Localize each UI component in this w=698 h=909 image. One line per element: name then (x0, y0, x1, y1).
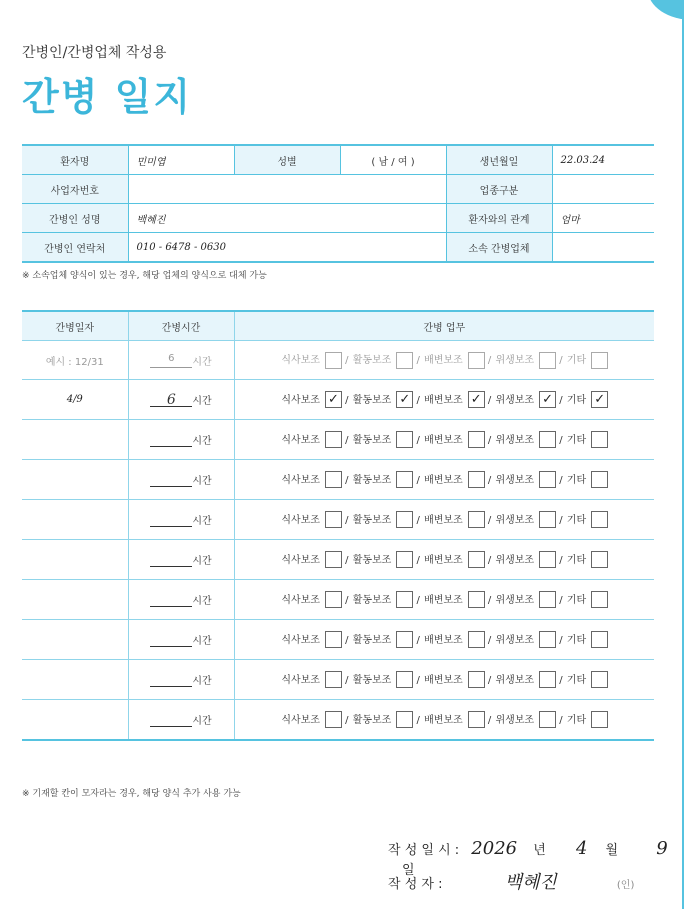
log-date-cell[interactable] (22, 500, 128, 540)
task-checkbox[interactable] (396, 631, 413, 648)
task-separator: / (341, 594, 352, 606)
task-separator: / (484, 594, 495, 606)
task-separator: / (556, 394, 566, 406)
task-separator: / (556, 554, 566, 566)
task-checkbox[interactable] (396, 671, 413, 688)
log-row (22, 500, 654, 540)
task-label: 위생보조 (495, 434, 535, 446)
info-note: ※ 소속업체 양식이 있는 경우, 해당 업체의 양식으로 대체 가능 (22, 271, 267, 281)
task-label: 기타 (566, 434, 587, 446)
task-separator: / (413, 434, 424, 446)
task-label: 식사보조 (281, 594, 320, 606)
task-checkbox[interactable] (591, 551, 608, 568)
task-checkbox[interactable]: ✓ (468, 391, 485, 408)
task-label: 기타 (566, 634, 587, 646)
example-row (22, 341, 654, 380)
task-label: 활동보조 (352, 554, 392, 566)
log-tasks-cell (234, 700, 654, 741)
task-label: 배변보조 (424, 714, 463, 726)
hours-value (150, 592, 192, 607)
hours-unit: 시간 (192, 436, 212, 447)
task-checkbox[interactable] (396, 711, 413, 728)
log-row (22, 620, 654, 660)
writer-line (388, 868, 634, 894)
task-checkbox[interactable] (396, 431, 413, 448)
task-label: 식사보조 (281, 474, 320, 486)
task-label: 식사보조 (281, 714, 320, 726)
task-checkbox[interactable] (591, 352, 608, 369)
task-checkbox[interactable]: ✓ (396, 391, 413, 408)
business-no-field[interactable] (128, 175, 446, 204)
log-row (22, 420, 654, 460)
hours-value (150, 672, 192, 687)
task-checkbox[interactable] (468, 551, 485, 568)
task-separator: / (341, 554, 352, 566)
task-separator: / (413, 474, 424, 486)
task-separator: / (413, 714, 424, 726)
day-field[interactable]: 9 (656, 838, 668, 859)
log-row (22, 380, 654, 420)
task-checkbox[interactable]: ✓ (539, 391, 556, 408)
task-checkbox[interactable] (539, 551, 556, 568)
log-tasks-cell (234, 341, 654, 380)
task-checkbox[interactable] (396, 591, 413, 608)
task-separator: / (484, 474, 495, 486)
task-checkbox[interactable] (539, 352, 556, 369)
task-label: 식사보조 (281, 514, 320, 526)
task-checkbox[interactable]: ✓ (591, 391, 608, 408)
task-checkbox[interactable] (468, 511, 485, 528)
patient-info-table (22, 144, 654, 263)
log-tasks-cell (234, 580, 654, 620)
task-label: 기타 (566, 474, 587, 486)
task-checkbox[interactable] (539, 711, 556, 728)
task-separator: / (341, 434, 352, 446)
task-separator: / (341, 674, 352, 686)
hours-unit: 시간 (192, 596, 212, 607)
task-label: 배변보조 (424, 394, 463, 406)
task-label: 배변보조 (424, 434, 463, 446)
log-hours-cell[interactable] (128, 380, 234, 420)
log-date-cell[interactable]: 4/9 (22, 380, 128, 420)
task-separator: / (484, 714, 495, 726)
log-date-cell[interactable] (22, 460, 128, 500)
form-subtitle: 간병인/간병업체 작성용 (22, 45, 167, 61)
task-label: 활동보조 (352, 394, 392, 406)
task-separator: / (413, 634, 424, 646)
task-checkbox[interactable]: ✓ (325, 391, 342, 408)
task-separator: / (484, 434, 495, 446)
log-date-cell[interactable] (22, 620, 128, 660)
hours-value: 6 (150, 392, 192, 407)
caregiver-phone-label: 간병인 연락처 (22, 233, 128, 263)
patient-name-field[interactable]: 민미엽 (128, 145, 234, 175)
task-checkbox[interactable] (591, 671, 608, 688)
caregiver-phone-field[interactable]: 010 - 6478 - 0630 (128, 233, 446, 263)
log-hours-cell[interactable] (128, 580, 234, 620)
log-tasks-cell (234, 420, 654, 460)
task-separator: / (556, 594, 566, 606)
task-label: 활동보조 (352, 514, 392, 526)
log-hours-cell[interactable] (128, 660, 234, 700)
year-unit: 년 (533, 843, 546, 858)
task-checkbox[interactable] (396, 471, 413, 488)
task-label: 식사보조 (281, 634, 320, 646)
task-label: 활동보조 (352, 594, 392, 606)
task-separator: / (413, 514, 424, 526)
task-checkbox[interactable] (539, 631, 556, 648)
task-separator: / (413, 674, 424, 686)
task-separator: / (341, 355, 352, 367)
task-checkbox[interactable] (591, 591, 608, 608)
task-separator: / (413, 594, 424, 606)
task-checkbox[interactable] (325, 551, 342, 568)
task-separator: / (484, 355, 495, 367)
birth-label: 생년월일 (446, 145, 552, 175)
task-label: 기타 (566, 674, 587, 686)
log-row (22, 540, 654, 580)
sex-field[interactable]: ( 남 / 여 ) (340, 145, 446, 175)
task-label: 활동보조 (352, 355, 392, 367)
task-checkbox[interactable] (325, 431, 342, 448)
hours-unit: 시간 (192, 676, 212, 687)
task-separator: / (413, 355, 424, 367)
task-label: 배변보조 (424, 674, 463, 686)
hours-value (150, 552, 192, 567)
task-label: 위생보조 (495, 594, 535, 606)
task-separator: / (556, 474, 566, 486)
task-label: 식사보조 (281, 434, 320, 446)
task-checkbox[interactable] (325, 471, 342, 488)
form-title: 간병 일지 (22, 75, 193, 119)
log-hours-cell[interactable] (128, 620, 234, 660)
task-checkbox[interactable] (325, 591, 342, 608)
task-checkbox[interactable] (468, 431, 485, 448)
task-label: 기타 (566, 594, 587, 606)
task-label: 식사보조 (281, 674, 320, 686)
writer-label: 작 성 자 : (388, 877, 443, 892)
log-tasks-cell (234, 380, 654, 420)
task-label: 활동보조 (352, 674, 392, 686)
task-checkbox[interactable] (591, 471, 608, 488)
log-hours-cell[interactable] (128, 540, 234, 580)
task-checkbox[interactable] (468, 671, 485, 688)
task-separator: / (484, 674, 495, 686)
day-unit: 일 (402, 863, 415, 878)
task-checkbox[interactable] (468, 631, 485, 648)
col-date-header: 간병일자 (22, 311, 128, 341)
hours-unit: 시간 (192, 516, 212, 527)
task-checkbox[interactable] (539, 511, 556, 528)
task-separator: / (484, 634, 495, 646)
task-separator: / (341, 714, 352, 726)
relation-field[interactable]: 엄마 (552, 204, 654, 233)
task-label: 식사보조 (281, 394, 320, 406)
task-checkbox[interactable] (325, 671, 342, 688)
task-label: 기타 (566, 355, 587, 367)
task-label: 활동보조 (352, 434, 392, 446)
task-separator: / (556, 434, 566, 446)
task-label: 기타 (566, 554, 587, 566)
task-label: 기타 (566, 514, 587, 526)
date-label: 작 성 일 시 : (388, 843, 460, 858)
task-separator: / (341, 634, 352, 646)
hours-unit: 시간 (192, 476, 212, 487)
hours-unit: 시간 (192, 716, 212, 727)
log-row (22, 460, 654, 500)
task-checkbox[interactable] (468, 711, 485, 728)
task-separator: / (484, 394, 495, 406)
log-date-cell[interactable] (22, 540, 128, 580)
agency-field[interactable] (552, 233, 654, 263)
log-tasks-cell (234, 540, 654, 580)
patient-name-label: 환자명 (22, 145, 128, 175)
task-checkbox[interactable] (591, 431, 608, 448)
log-date-cell[interactable] (22, 700, 128, 741)
task-checkbox[interactable] (539, 671, 556, 688)
log-hours-cell[interactable] (128, 500, 234, 540)
task-checkbox[interactable] (539, 471, 556, 488)
task-separator: / (413, 554, 424, 566)
task-separator: / (413, 394, 424, 406)
hours-value (150, 712, 192, 727)
task-separator: / (556, 674, 566, 686)
hours-value (150, 472, 192, 487)
business-no-label: 사업자번호 (22, 175, 128, 204)
hours-unit: 시간 (192, 356, 212, 368)
log-date-cell[interactable] (22, 580, 128, 620)
hours-value (150, 432, 192, 447)
task-label: 배변보조 (424, 634, 463, 646)
task-separator: / (556, 514, 566, 526)
task-checkbox[interactable] (396, 551, 413, 568)
col-hours-header: 간병시간 (128, 311, 234, 341)
task-label: 위생보조 (495, 714, 535, 726)
task-label: 위생보조 (495, 634, 535, 646)
relation-label: 환자와의 관계 (446, 204, 552, 233)
task-checkbox[interactable] (591, 711, 608, 728)
task-label: 활동보조 (352, 474, 392, 486)
log-date-cell: 예시 : 12/31 (22, 341, 128, 380)
task-label: 활동보조 (352, 634, 392, 646)
log-tasks-cell (234, 660, 654, 700)
birth-field[interactable]: 22.03.24 (552, 145, 654, 175)
hours-value (150, 512, 192, 527)
log-date-cell[interactable] (22, 660, 128, 700)
task-separator: / (556, 714, 566, 726)
caregiver-name-field[interactable]: 백혜진 (128, 204, 446, 233)
sex-label: 성별 (234, 145, 340, 175)
log-tasks-cell (234, 620, 654, 660)
col-tasks-header: 간병 업무 (234, 311, 654, 341)
year-field[interactable]: 2026 (471, 838, 518, 859)
task-checkbox[interactable] (468, 591, 485, 608)
task-label: 배변보조 (424, 474, 463, 486)
task-separator: / (341, 514, 352, 526)
task-label: 식사보조 (281, 554, 320, 566)
hours-value: 6 (150, 353, 192, 368)
business-type-field[interactable] (552, 175, 654, 204)
task-label: 위생보조 (495, 394, 535, 406)
writer-name-field[interactable]: 백혜진 (504, 872, 557, 893)
log-tasks-cell (234, 460, 654, 500)
task-separator: / (341, 474, 352, 486)
hours-unit: 시간 (192, 636, 212, 647)
log-hours-cell (128, 341, 234, 380)
task-checkbox[interactable] (396, 511, 413, 528)
task-label: 활동보조 (352, 714, 392, 726)
log-date-cell[interactable] (22, 420, 128, 460)
task-checkbox[interactable] (396, 352, 413, 369)
task-checkbox[interactable] (325, 631, 342, 648)
care-log-table (22, 310, 654, 741)
business-type-label: 업종구분 (446, 175, 552, 204)
task-label: 위생보조 (495, 355, 535, 367)
month-field[interactable]: 4 (575, 838, 588, 859)
task-checkbox[interactable] (539, 591, 556, 608)
task-checkbox[interactable] (591, 631, 608, 648)
log-note: ※ 기재할 칸이 모자라는 경우, 해당 양식 추가 사용 가능 (22, 789, 241, 799)
caregiver-name-label: 간병인 성명 (22, 204, 128, 233)
task-separator: / (556, 634, 566, 646)
page-edge (682, 0, 698, 909)
task-checkbox[interactable] (325, 352, 342, 369)
month-unit: 월 (605, 843, 619, 858)
task-separator: / (484, 514, 495, 526)
task-label: 위생보조 (495, 554, 535, 566)
task-label: 배변보조 (424, 355, 463, 367)
hours-unit: 시간 (192, 396, 212, 407)
task-checkbox[interactable] (325, 711, 342, 728)
task-checkbox[interactable] (539, 431, 556, 448)
task-checkbox[interactable] (468, 352, 485, 369)
task-checkbox[interactable] (591, 511, 608, 528)
task-label: 식사보조 (281, 355, 320, 367)
task-label: 위생보조 (495, 514, 535, 526)
seal-label: (인) (616, 880, 635, 891)
task-label: 기타 (566, 394, 587, 406)
log-tasks-cell (234, 500, 654, 540)
task-label: 배변보조 (424, 514, 463, 526)
log-row (22, 700, 654, 741)
hours-unit: 시간 (192, 556, 212, 567)
task-label: 위생보조 (495, 674, 535, 686)
log-row (22, 660, 654, 700)
task-label: 기타 (566, 714, 587, 726)
agency-label: 소속 간병업체 (446, 233, 552, 263)
task-separator: / (341, 394, 352, 406)
task-label: 배변보조 (424, 594, 463, 606)
hours-value (150, 632, 192, 647)
task-separator: / (484, 554, 495, 566)
task-checkbox[interactable] (325, 511, 342, 528)
task-label: 위생보조 (495, 474, 535, 486)
log-row (22, 580, 654, 620)
log-hours-cell[interactable] (128, 460, 234, 500)
task-separator: / (556, 355, 566, 367)
log-hours-cell[interactable] (128, 420, 234, 460)
task-label: 배변보조 (424, 554, 463, 566)
log-hours-cell[interactable] (128, 700, 234, 741)
task-checkbox[interactable] (468, 471, 485, 488)
